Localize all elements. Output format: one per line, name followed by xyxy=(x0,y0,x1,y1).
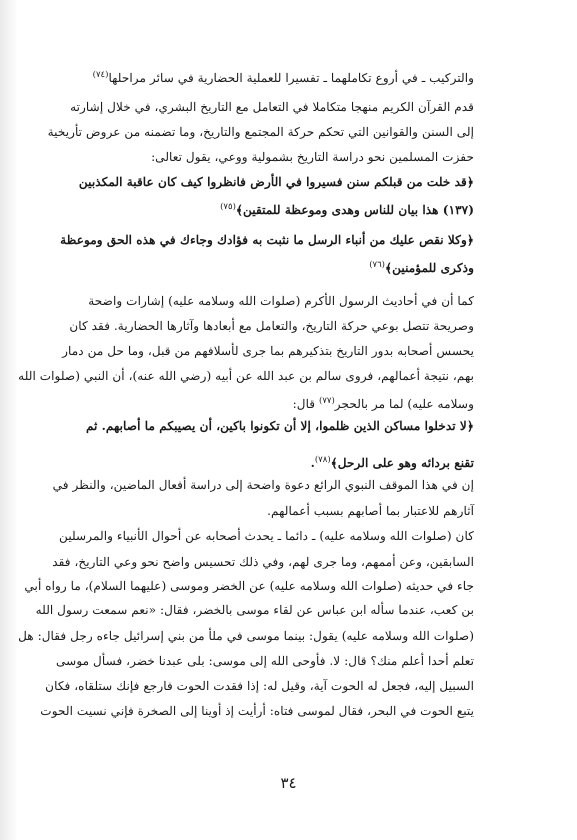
line-text: بهم، نتيجة أعمالهم، فروى سالم بن عبد الله عن أبيه (رضي الله عنه)، أن النبي (صلوات الله xyxy=(18,369,474,383)
text-line xyxy=(69,314,474,338)
text-line xyxy=(45,674,474,698)
line-text: السابقين، وعن أممهم، وما جرى لهم، وفي ذلك تحسيس واضح نحو وعي التاريخ، فقد xyxy=(52,555,474,569)
text-line xyxy=(98,253,474,277)
footnote-ref: (٧٤) xyxy=(92,70,109,80)
line-text: وصريحة تتصل بوعي حركة التاريخ، والتعامل مع أبعادها وآثارها الحضارية. فقد كان xyxy=(69,319,474,333)
line-text: يتبع الحوت في البحر، فقال لموسى فتاه: أرأيت إذ أوينا إلى الصخرة فإني نسيت الحوت xyxy=(40,704,474,718)
line-text: كما أن في أحاديث الرسول الأكرم (صلوات الله وسلامه عليه) إشارات واضحة xyxy=(88,294,474,308)
line-text: قدم القرآن الكريم منهجا متكاملا في التعامل مع التاريخ البشري، في خلال إشارته xyxy=(70,100,474,114)
footnote-ref: (٧٨) xyxy=(314,455,331,465)
text-line xyxy=(88,289,474,313)
text-line xyxy=(60,228,474,252)
text-line xyxy=(40,699,474,723)
text-line xyxy=(98,145,474,169)
text-line xyxy=(59,524,474,548)
line-tail-text: . xyxy=(310,456,315,471)
line-text: إلى السنن والقوانين التي تحكم حركة المجتمع والتاريخ، وما تضمنه من عروض تأريخية xyxy=(47,125,474,139)
text-line xyxy=(85,414,474,438)
footnote-ref: (٧٥) xyxy=(220,202,236,212)
line-text: ﴿لا تدخلوا مساكن الذين ظلموا، إلا أن تكونوا باكين، أن يصيبكم ما أصابهم. ثم xyxy=(85,419,474,433)
line-text: حفزت المسلمين نحو دراسة التاريخ بشمولية ووعي، يقول تعالى: xyxy=(151,150,474,164)
line-text: تعلم أحدا أعلم منك؟ قال: لا. فأوحى الله إلى موسى: بلى عبدنا خضر، فسأل موسى xyxy=(55,654,474,668)
line-text: يحسس أصحابه بدور التاريخ بتذكيرهم بما جرى لأسلافهم من قبل، وما حل من دمار xyxy=(62,344,474,358)
line-text: السبيل إليه، فجعل له الحوت آية، وقيل له: إذا فقدت الحوت فارجع فإنك ستلقاه، فكان xyxy=(45,679,474,693)
text-line xyxy=(98,195,474,219)
line-tail-text: قال: xyxy=(292,397,319,412)
line-text: بن كعب، عندما سأله ابن عباس عن لقاء موسى بالخضر، فقال: «نعم سمعت رسول الله xyxy=(35,603,474,617)
text-line xyxy=(18,624,474,648)
text-line xyxy=(78,170,474,194)
text-line xyxy=(35,598,474,622)
scan-shadow-edge xyxy=(0,0,18,840)
line-text: كان (صلوات الله وسلامه عليه) ـ دائما ـ يحدث أصحابه عن أحوال الأنبياء والمرسلين xyxy=(59,529,474,543)
text-line xyxy=(92,63,474,87)
text-line xyxy=(98,389,474,413)
line-text: ﴿قد خلت من قبلكم سنن فسيروا في الأرض فانظروا كيف كان عاقبة المكذبين xyxy=(78,175,474,189)
line-text: ﴿وكلا نقص عليك من أنباء الرسل ما نثبت به فؤادك وجاءك في هذه الحق وموعظة xyxy=(60,233,474,247)
line-text: تقنع بردائه وهو على الرحل﴾ xyxy=(330,456,474,471)
page-number: ٣٤ xyxy=(280,774,297,792)
text-line xyxy=(70,95,474,119)
line-text: (صلوات الله وسلامه عليه) يقول: بينما موسى في ملأ من بني إسرائيل جاءه رجل فقال: هل xyxy=(18,629,474,643)
text-line xyxy=(55,649,474,673)
text-line xyxy=(24,574,474,598)
text-line xyxy=(52,473,474,497)
text-line xyxy=(52,550,474,574)
text-line xyxy=(47,120,474,144)
line-text: والتركيب ـ في أروع تكاملهما ـ تفسيرا للعملية الحضارية في سائر مراحلها xyxy=(108,71,474,86)
line-text: وسلامه عليه) لما مر بالحجر xyxy=(334,397,474,412)
line-text: وذكرى للمؤمنين﴾ xyxy=(384,261,474,276)
text-line xyxy=(98,448,474,472)
line-text: آثارهم للاعتبار بما أصابهم بسبب أعمالهم. xyxy=(267,504,474,518)
text-line xyxy=(18,364,474,388)
line-text: إن في هذا الموقف النبوي الرائع دعوة واضحة إلى دراسة أفعال الماضين، والنظر في xyxy=(52,478,474,492)
text-line xyxy=(98,499,474,523)
text-line xyxy=(62,339,474,363)
footnote-ref: (٧٦) xyxy=(369,260,385,270)
footnote-ref: (٧٧) xyxy=(318,396,335,406)
line-text: (١٣٧) هذا بيان للناس وهدى وموعظة للمتقين﴾ xyxy=(235,203,474,218)
line-text: جاء في حديثه (صلوات الله وسلامه عليه) عن الخضر وموسى (عليهما السلام)، ما رواه أبي xyxy=(24,579,474,593)
